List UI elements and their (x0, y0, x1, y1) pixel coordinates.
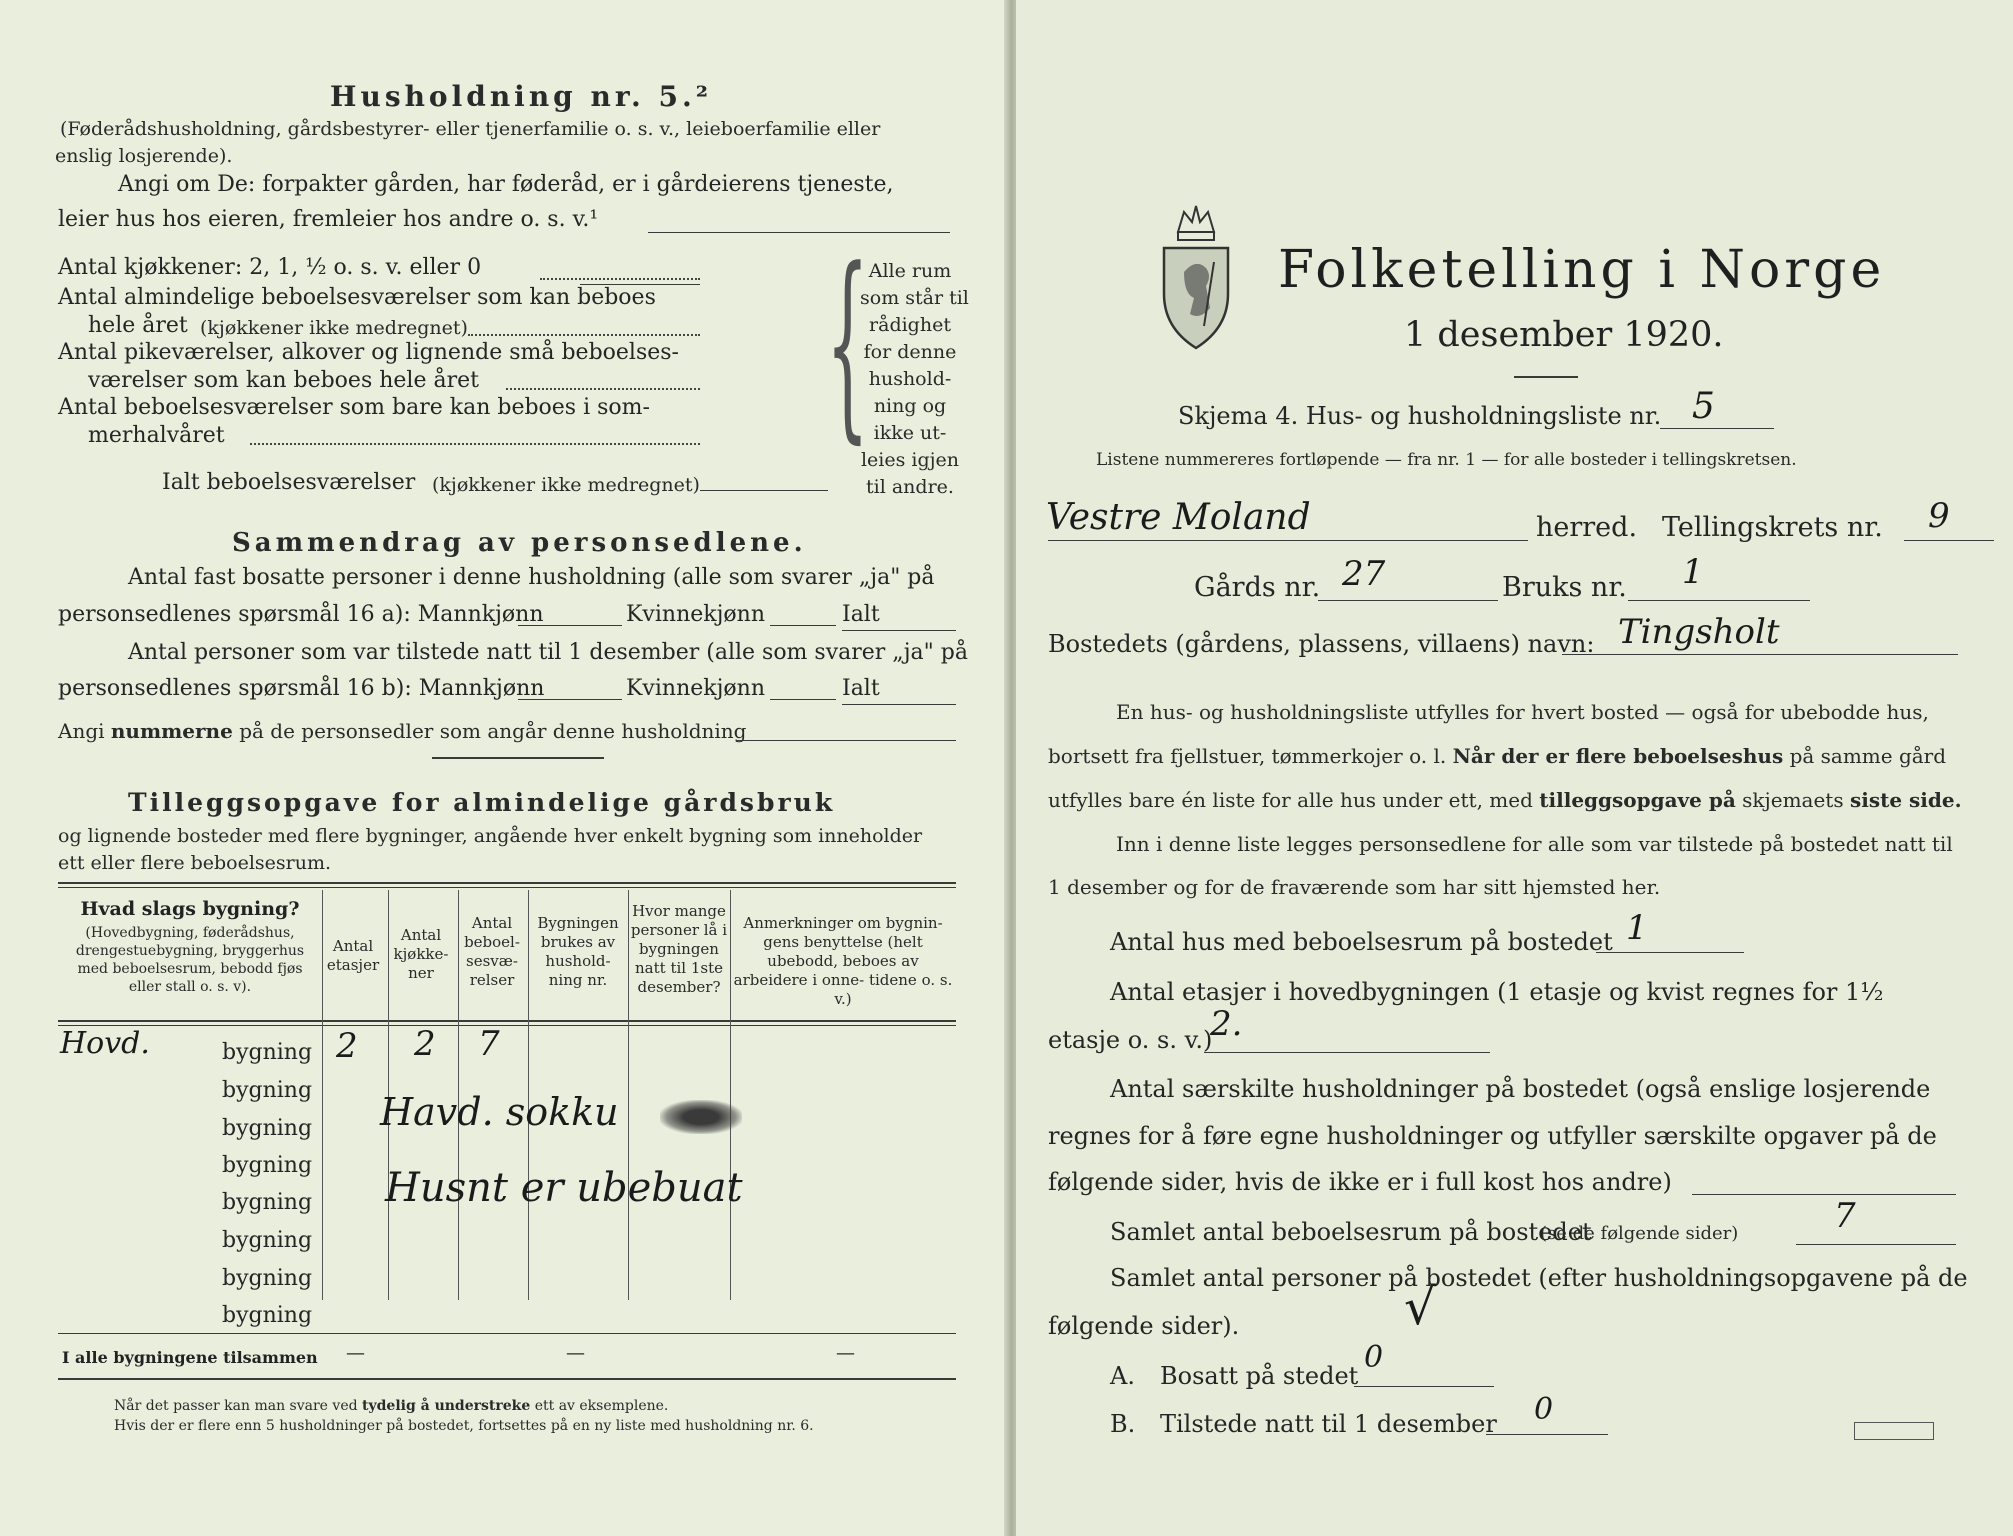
total-label: I alle bygningene tilsammen (62, 1348, 318, 1367)
note-line: for denne (863, 341, 957, 363)
printer-stamp-icon (1854, 1422, 1934, 1440)
mannkjonn-1-line (518, 625, 622, 626)
col-rum: Antal beboel- sesvæ- relser (464, 914, 520, 989)
note-line: ning og (873, 395, 947, 417)
note-line: til andre. (866, 476, 954, 498)
household-paren-2: enslig losjerende). (55, 145, 233, 167)
q2-value: 2. (1210, 1004, 1243, 1044)
table-head-rule (58, 1020, 956, 1022)
col-personer: Hvor mange personer lå i bygningen natt til 1ste desember? (630, 902, 728, 996)
angi-line-1: Angi om De: forpakter gården, har føderåd, er i gårdeierens tjeneste, (118, 172, 894, 197)
skjema-line (1660, 428, 1774, 429)
mannkjonn-2-line (518, 699, 622, 700)
bruks-line (1628, 600, 1810, 601)
section-divider (432, 757, 604, 759)
table-top-rule (58, 882, 956, 884)
p2-b: Når der er flere beboelseshus (1452, 744, 1784, 768)
angi-answer-line (648, 232, 950, 233)
footnote-2: Hvis der er flere enn 5 husholdninger på bostedet, fortsettes på en ny liste med husholdning nr. 6. (114, 1418, 814, 1434)
b-line (1486, 1434, 1608, 1435)
q1-label: Antal hus med beboelsesrum på bostedet (1110, 928, 1613, 956)
total-etasjer-dash: — (346, 1342, 365, 1364)
q3-line (1692, 1194, 1956, 1195)
row-label: bygning (222, 1116, 313, 1141)
note-line: leies igjen (860, 449, 960, 471)
para-2 (1048, 744, 1946, 768)
pike-line-1: Antal pikeværelser, alkover og lignende små beboelses- (58, 340, 679, 365)
para-5: 1 desember og for de fraværende som har sitt hjemsted her. (1048, 875, 1661, 899)
q4-value: 7 (1834, 1196, 1856, 1236)
summary-line-2a: personsedlenes spørsmål 16 a): Mannkjønn (58, 602, 544, 627)
p3-a: utfylles bare én liste for alle hus under ett, med (1048, 788, 1533, 812)
col-sep (628, 890, 629, 1300)
p3-c: skjemaets (1742, 788, 1844, 812)
p2-c: på samme gård (1789, 744, 1947, 768)
note-line: ikke ut- (873, 422, 947, 444)
col-husholdning: Bygningen brukes av hushold- ning nr. (537, 914, 619, 989)
q5-label-b: følgende sider). (1048, 1312, 1240, 1340)
row-label: bygning (222, 1303, 313, 1328)
col-etasjer: Antal etasjer (326, 937, 380, 974)
som-dots (250, 443, 700, 445)
right-page (1016, 0, 2013, 1536)
row-label: bygning (222, 1266, 313, 1291)
q3-label: Antal særskilte husholdninger på bostedet (også enslige losjerende (1110, 1075, 1931, 1103)
listene-note: Listene nummereres fortløpende — fra nr. 1 — for alle bosteder i tellingskretsen. (1096, 450, 1797, 470)
kvinnekjonn-1-line (770, 625, 836, 626)
herred-value: Vestre Moland (1046, 497, 1311, 538)
supplement-line-1: og lignende bosteder med flere bygninger, angående hver enkelt bygning som inneholder (58, 825, 923, 847)
pike-dots (506, 388, 700, 390)
ialt-label-b: (kjøkkener ikke medregnet) (432, 474, 700, 496)
kjokken-dots (540, 278, 700, 280)
krets-label: Tellingskrets nr. (1662, 512, 1883, 543)
col-building-sub: (Hovedbygning, føderådshus, drengestuebygning, bryggerhus med beboelsesrum, bebodd fjøs eller stall o. s. v). (75, 925, 305, 995)
q5-check: √ (1404, 1278, 1436, 1336)
gards-line (1318, 600, 1498, 601)
q3-label-b: regnes for å føre egne husholdninger og utfyller særskilte opgaver på de (1048, 1122, 1937, 1150)
hand-note-1: Havd. sokku (380, 1090, 619, 1134)
row1-kjokkener: 2 (414, 1024, 436, 1064)
b-label: B. (1110, 1410, 1136, 1438)
summary-line-4b: Kvinnekjønn (626, 676, 765, 701)
note-block (860, 258, 969, 501)
gards-label: Gårds nr. (1194, 572, 1321, 603)
col-building-title: Hvad slags bygning? (80, 898, 300, 920)
a-text: Bosatt på stedet (1160, 1362, 1359, 1390)
q1-value: 1 (1626, 908, 1648, 948)
footnote-1 (114, 1398, 668, 1414)
census-title: Folketelling i Norge (1278, 240, 1886, 300)
b-text: Tilstede natt til 1 desember (1160, 1410, 1497, 1438)
ink-smudge (660, 1100, 742, 1134)
col-kjokkener: Antal kjøkke- ner (393, 926, 449, 982)
a-label: A. (1110, 1362, 1135, 1390)
q5-label: Samlet antal personer på bostedet (efter husholdningsopgavene på de (1110, 1264, 1968, 1292)
s5-c: på de personsedler som angår denne husholdning (239, 719, 747, 743)
summary-line-1: Antal fast bosatte personer i denne husholdning (alle som svarer „ja" på (128, 565, 935, 590)
herred-line (1048, 540, 1528, 541)
alm-line-2b: (kjøkkener ikke medregnet) (200, 317, 468, 339)
para-1: En hus- og husholdningsliste utfylles for hvert bosted — også for ubebodde hus, (1116, 700, 1929, 724)
q4-line (1796, 1244, 1956, 1245)
ialt-label: Ialt beboelsesværelser (162, 470, 416, 495)
angi-line-2: leier hus hos eieren, fremleier hos andre o. s. v.¹ (58, 207, 599, 232)
q2-line (1204, 1052, 1490, 1053)
alm-line-2: hele året (88, 313, 188, 338)
summary-line-2c: Ialt (842, 602, 880, 627)
nummer-line (736, 740, 956, 741)
col-sep (730, 890, 731, 1300)
summary-title: Sammendrag av personsedlene. (232, 528, 807, 558)
row1-rum: 7 (478, 1024, 500, 1064)
table-head-rule-2 (58, 1025, 956, 1026)
hand-note-2: Husnt er ubebuat (385, 1165, 743, 1211)
q2-label-b: etasje o. s. v.) (1048, 1026, 1213, 1054)
skjema-value: 5 (1692, 386, 1715, 427)
a-line (1354, 1386, 1494, 1387)
foot1-a: Når det passer kan man svare ved (114, 1398, 358, 1414)
foot1-c: ett av eksemplene. (534, 1398, 669, 1414)
b-value: 0 (1534, 1392, 1554, 1427)
note-line: som står til (860, 287, 969, 309)
row1-etasjer: 2 (336, 1026, 358, 1066)
note-line: hushold- (868, 368, 952, 390)
total-anmerk-dash: — (836, 1342, 855, 1364)
note-line: rådighet (869, 314, 951, 336)
som-line-2: merhalvåret (88, 423, 225, 448)
coat-of-arms-icon (1156, 202, 1236, 352)
summary-line-5 (58, 719, 746, 743)
herred-label: herred. (1536, 512, 1638, 543)
col-anmerkninger: Anmerkninger om bygnin- gens benyttelse (helt ubebodd, beboes av arbeidere i onne- tidene o. s. v.) (733, 914, 953, 1008)
s5-a: Angi (58, 719, 105, 743)
summary-line-4a: personsedlenes spørsmål 16 b): Mannkjønn (58, 676, 545, 701)
row-label: bygning (222, 1228, 313, 1253)
col-sep (322, 890, 323, 1300)
title-divider (1514, 376, 1578, 378)
bosted-line (1562, 654, 1958, 655)
total-top-rule (58, 1333, 956, 1334)
krets-value: 9 (1928, 496, 1950, 536)
supplement-title: Tilleggsopgave for almindelige gårdsbruk (128, 788, 836, 817)
summary-line-4c: Ialt (842, 676, 880, 701)
household-title: Husholdning nr. 5.² (330, 80, 713, 113)
row1-building-hand: Hovd. (60, 1026, 150, 1061)
alm-line-1: Antal almindelige beboelsesværelser som kan beboes (58, 285, 656, 310)
para-3 (1048, 788, 1962, 812)
summary-line-2b: Kvinnekjønn (626, 602, 765, 627)
a-value: 0 (1364, 1340, 1384, 1375)
pike-line-2: værelser som kan beboes hele året (88, 368, 479, 393)
household-paren: (Føderådshusholdning, gårdsbestyrer- eller tjenerfamilie o. s. v., leieboerfamilie eller (60, 118, 881, 140)
p2-a: bortsett fra fjellstuer, tømmerkojer o. l. (1048, 744, 1447, 768)
q4-small: (se de følgende sider) (1540, 1223, 1739, 1244)
row-label: bygning (222, 1190, 313, 1215)
row-label: bygning (222, 1040, 313, 1065)
gards-value: 27 (1342, 554, 1386, 594)
summary-line-3: Antal personer som var tilstede natt til 1 desember (alle som svarer „ja" på (128, 640, 968, 665)
q3-label-c: følgende sider, hvis de ikke er i full kost hos andre) (1048, 1168, 1672, 1196)
supplement-line-2: ett eller flere beboelsesrum. (58, 852, 332, 874)
table-bottom-rule (58, 1378, 956, 1380)
q4-label: Samlet antal beboelsesrum på bostedet (1110, 1218, 1592, 1246)
alm-dots (468, 334, 700, 336)
bosted-value: Tingsholt (1618, 612, 1780, 652)
s5-b: nummerne (110, 719, 233, 743)
q1-line (1596, 952, 1744, 953)
bosted-label: Bostedets (gårdens, plassens, villaens) navn: (1048, 630, 1595, 658)
q2-label: Antal etasjer i hovedbygningen (1 etasje og kvist regnes for 1½ (1110, 978, 1884, 1006)
total-husholdning-dash: — (566, 1342, 585, 1364)
census-date: 1 desember 1920. (1404, 315, 1724, 355)
row-label: bygning (222, 1153, 313, 1178)
row-label: bygning (222, 1078, 313, 1103)
note-line: Alle rum (868, 260, 952, 282)
p3-b: tilleggsopgave på (1539, 788, 1736, 812)
para-4: Inn i denne liste legges personsedlene for alle som var tilstede på bostedet natt til (1116, 832, 1953, 856)
brace: { (826, 226, 869, 462)
p3-d: siste side. (1849, 788, 1962, 812)
bruks-label: Bruks nr. (1502, 572, 1627, 603)
som-line-1: Antal beboelsesværelser som bare kan beboes i som- (58, 395, 650, 420)
skjema-label: Skjema 4. Hus- og husholdningsliste nr. (1178, 402, 1662, 430)
ialt-2-line (842, 704, 956, 705)
ialt-1-line (842, 630, 956, 631)
krets-line (1904, 540, 1994, 541)
kjokken-label: Antal kjøkkener: 2, 1, ½ o. s. v. eller 0 (58, 255, 482, 280)
table-top-rule-2 (58, 887, 956, 888)
kvinnekjonn-2-line (770, 699, 836, 700)
foot1-b: tydelig å understreke (362, 1398, 531, 1414)
ialt-answer-line (700, 490, 828, 491)
bruks-value: 1 (1682, 552, 1704, 592)
